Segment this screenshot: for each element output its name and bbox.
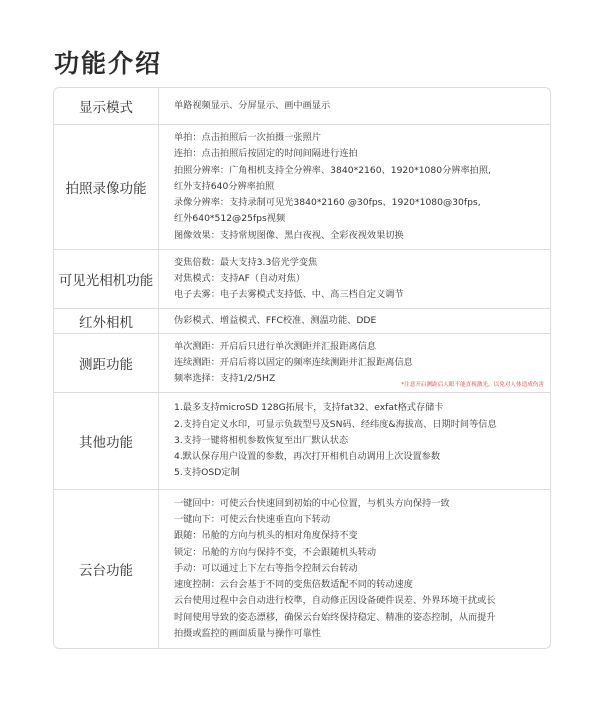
row-label: 拍照录像功能: [54, 125, 159, 249]
row-label: 显示模式: [54, 88, 159, 124]
content-line: 一键向下：可使云台快速垂直向下转动: [174, 514, 331, 526]
content-line: 一键回中：可使云台快速回到初始的中心位置，与机头方向保持一致: [174, 498, 450, 510]
content-line: 4.默认保存用户设置的参数，再次打开相机自动调用上次设置参数: [174, 451, 441, 463]
row-label: 云台功能: [54, 490, 159, 648]
row-ranging: [54, 333, 550, 392]
content-line: 红外640*512@25fps视频: [174, 213, 286, 225]
content-line: 拍照分辨率：广角相机支持全分辨率、3840*2160、1920*1080分辨率拍照,: [174, 164, 491, 176]
row-content: [159, 490, 550, 648]
laser-warning-note: *注意开启测距后人眼不能直视激光，以免对人体造成伤害: [401, 382, 544, 388]
content-line: 单路视频显示、分屏显示、画中画显示: [174, 99, 331, 111]
row-label: 可见光相机功能: [54, 250, 159, 308]
content-line: 2.支持自定义水印，可显示负载型号及SN码、经纬度&海拔高、日期时间等信息: [174, 418, 497, 430]
row-label: 其他功能: [54, 393, 159, 489]
content-line: 伪彩模式、增益模式、FFC校准、测温功能、DDE: [174, 314, 377, 326]
spec-table: [53, 87, 551, 649]
content-line: 时间使用导致的姿态漂移，确保云台始终保持稳定、精准的姿态控制，从而提升: [174, 611, 496, 623]
row-content: [159, 250, 550, 308]
content-line: 5.支持OSD定制: [174, 467, 240, 479]
content-line: 云台使用过程中会自动进行校準，自动修正因设备硬件误差、外界环境干扰或长: [174, 595, 496, 607]
row-content: [159, 88, 550, 124]
row-label: 红外相机: [54, 309, 159, 333]
content-line: 单拍：点击拍照后一次拍摄一张照片: [174, 132, 321, 144]
content-line: 跟随：吊舱的方向与机头的相对角度保持不变: [174, 530, 358, 542]
content-line: 变焦倍数：最大支持3.3倍光学变焦: [174, 256, 318, 268]
content-line: 单次测距：开启后只进行单次测距并汇报距离信息: [174, 340, 377, 352]
content-line: 录像分辨率：支持录制可见光3840*2160 @30fps、1920*1080@30fps,: [174, 197, 481, 209]
content-line: 连续测距：开启后将以固定的频率连续测距并汇报距离信息: [174, 356, 413, 368]
row-display-mode: [54, 88, 550, 124]
content-line: 对焦模式：支持AF（自动对焦）: [174, 272, 306, 284]
row-visible-camera: [54, 249, 550, 308]
row-gimbal: [54, 489, 550, 648]
page-title: 功能介绍: [54, 49, 163, 78]
row-content: [159, 125, 550, 249]
content-line: 电子去雾：电子去雾模式支持低、中、高三档自定义调节: [174, 289, 404, 301]
content-line: 速度控制：云台会基于不同的变焦倍数适配不同的转动速度: [174, 579, 413, 591]
content-line: 红外支持640分辨率拍照: [174, 180, 275, 192]
row-other-functions: [54, 392, 550, 489]
row-label: 测距功能: [54, 334, 159, 392]
content-line: 图像效果：支持常规图像、黑白夜视、全彩夜视效果切换: [174, 229, 404, 241]
content-line: 拍摄或监控的画面质量与操作可靠性: [174, 627, 321, 639]
content-line: 频率选择：支持1/2/5HZ: [174, 373, 276, 385]
row-infrared-camera: [54, 308, 550, 333]
content-line: 手动：可以通过上下左右等指令控制云台转动: [174, 562, 358, 574]
row-photo-video: [54, 124, 550, 249]
row-content: [159, 393, 550, 489]
content-line: 3.支持一键将相机参数恢复至出厂默认状态: [174, 434, 349, 446]
row-content: [159, 334, 550, 392]
row-content: [159, 309, 550, 333]
content-line: 锁定：吊舱的方向与保持不变，不会跟随机头转动: [174, 546, 377, 558]
content-line: 连拍：点击拍照后按固定的时间间隔进行连拍: [174, 148, 358, 160]
content-line: 1.最多支持microSD 128G拓展卡，支持fat32、exfat格式存储卡: [174, 402, 444, 414]
